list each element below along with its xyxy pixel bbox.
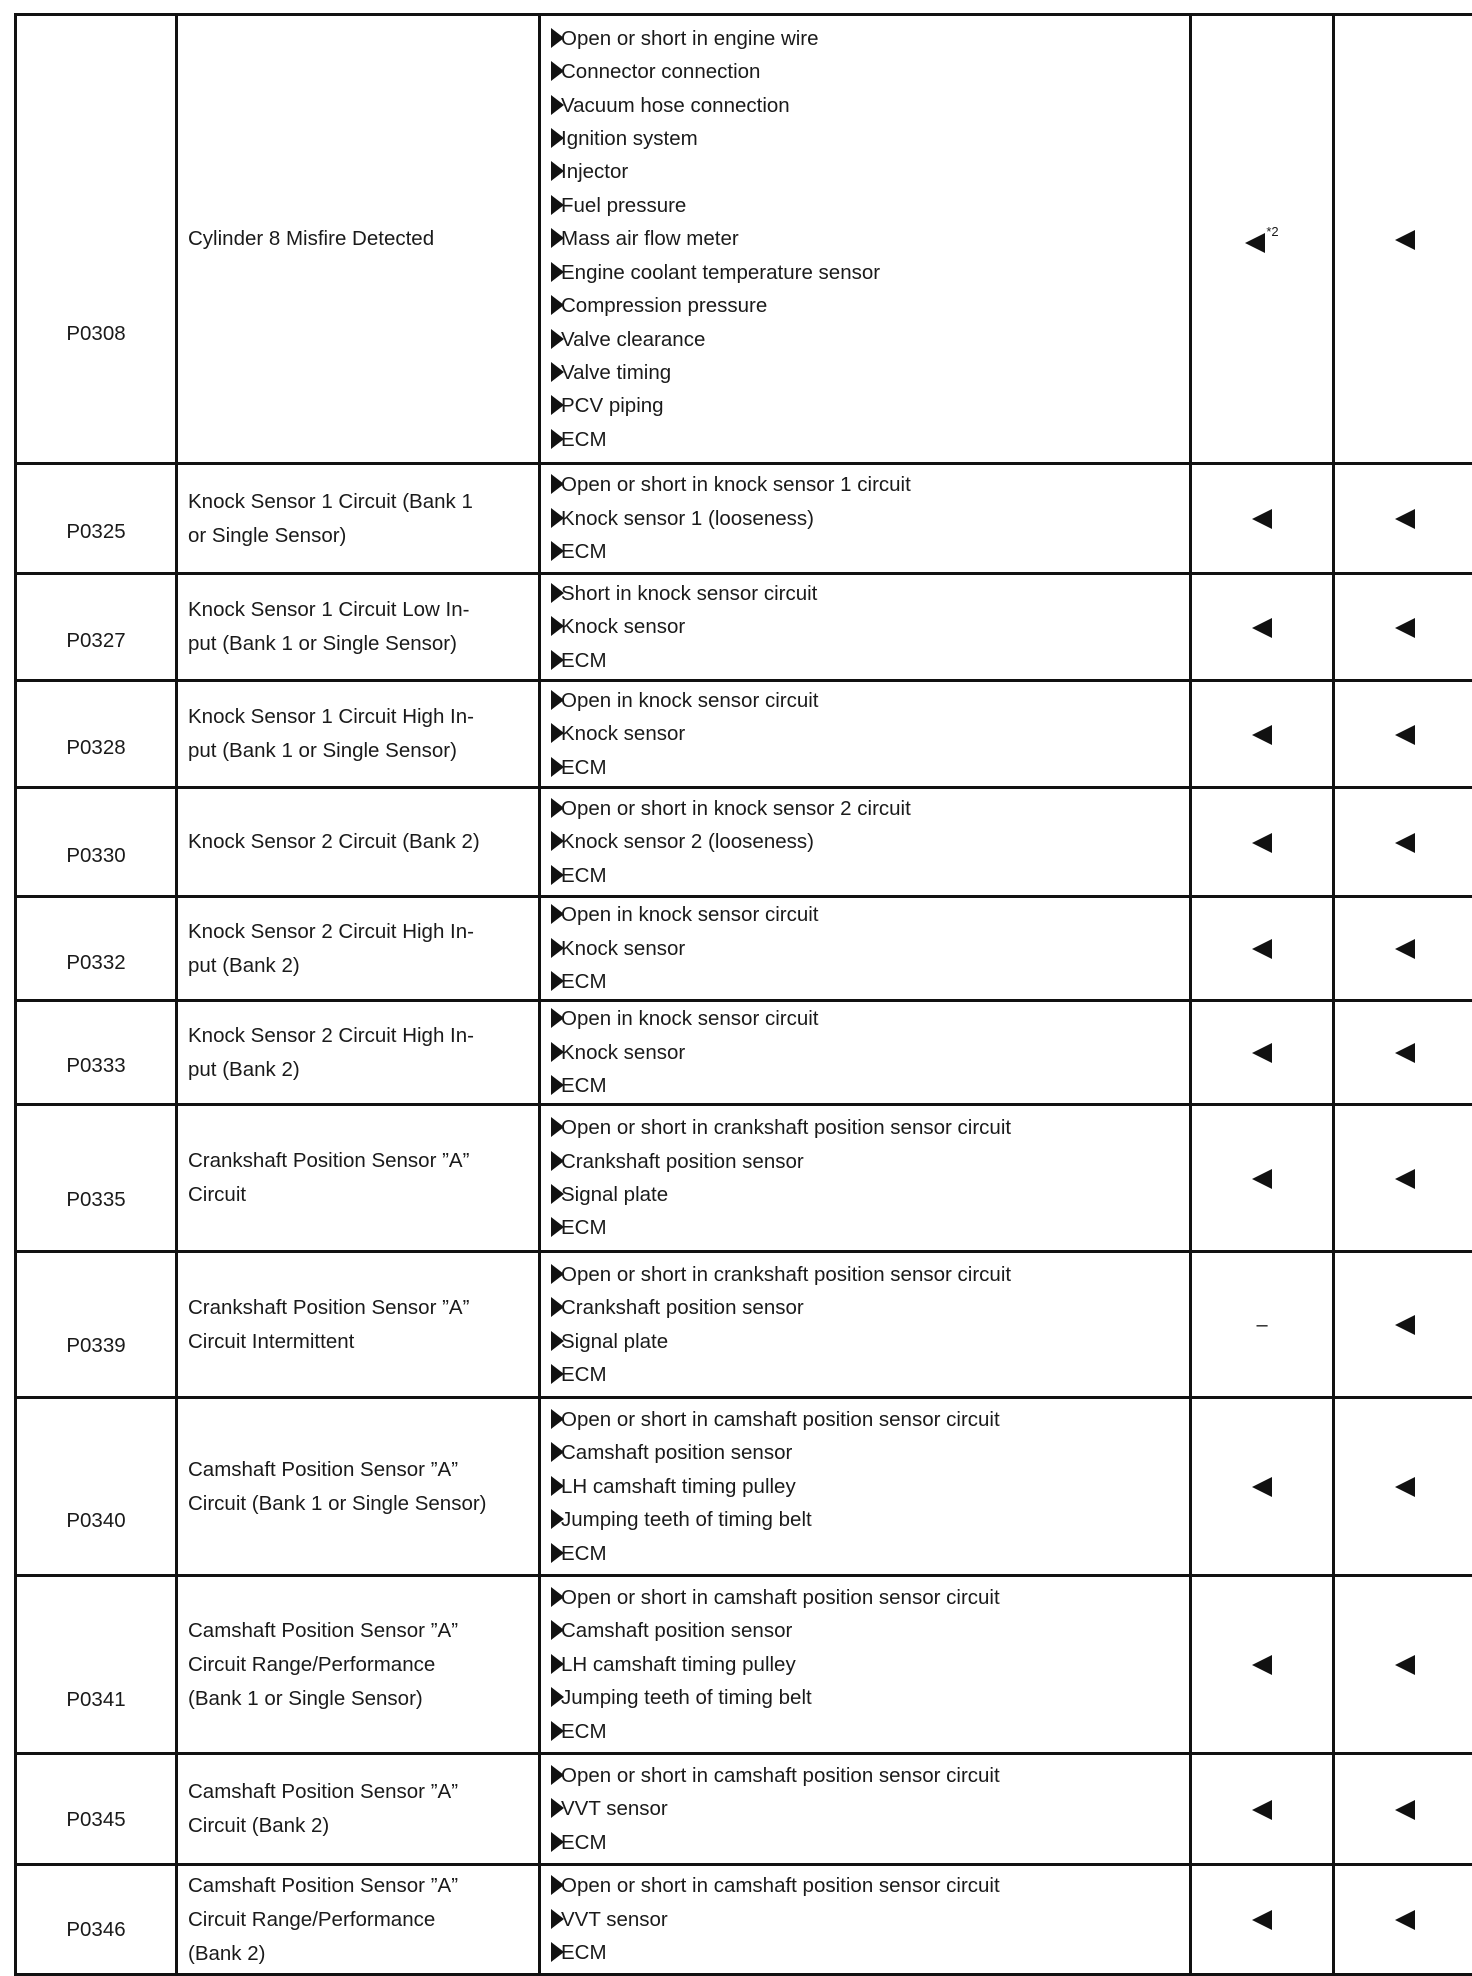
trouble-area-text: LH camshaft timing pulley (561, 1653, 796, 1676)
trouble-area-cell (540, 788, 1191, 897)
mil-dash: – (1256, 1314, 1267, 1336)
trouble-area-item (551, 644, 1189, 677)
trouble-area-text: ECM (561, 1941, 607, 1964)
trouble-area-text: Signal plate (561, 1183, 668, 1206)
trouble-area-item (551, 535, 1189, 568)
detection-item-line: put (Bank 2) (188, 949, 532, 983)
trouble-area-item (551, 717, 1189, 750)
trouble-area-item (551, 1648, 1189, 1681)
detection-item-cell (177, 464, 540, 574)
memory-arrow-icon (1395, 230, 1415, 250)
trouble-area-text: LH camshaft timing pulley (561, 1475, 796, 1498)
memory-cell (1334, 788, 1472, 897)
trouble-area-text: Knock sensor (561, 615, 685, 638)
trouble-area-cell (540, 1754, 1191, 1865)
trouble-area-cell (540, 1576, 1191, 1754)
trouble-area-text: Open or short in camshaft position sensor circuit (561, 1764, 1000, 1787)
table-row (16, 1398, 1472, 1576)
trouble-area-text: Open or short in knock sensor 2 circuit (561, 797, 911, 820)
trouble-area-text: Crankshaft position sensor (561, 1296, 804, 1319)
mil-on-arrow-icon (1252, 1800, 1272, 1820)
detection-item-line: put (Bank 1 or Single Sensor) (188, 627, 532, 661)
trouble-area-item (551, 1036, 1189, 1069)
dtc-table-body (16, 15, 1472, 1975)
trouble-area-text: Ignition system (561, 127, 698, 150)
trouble-area-item (551, 1614, 1189, 1647)
detection-item-line: Circuit Range/Performance (188, 1648, 532, 1682)
trouble-area-text: Knock sensor (561, 937, 685, 960)
detection-item-line: Cylinder 8 Misfire Detected (188, 222, 532, 256)
memory-cell (1334, 1576, 1472, 1754)
memory-arrow-icon (1395, 725, 1415, 745)
trouble-area-item (551, 1936, 1189, 1969)
trouble-area-item (551, 1537, 1189, 1570)
detection-item-line: Knock Sensor 2 Circuit High In- (188, 1019, 532, 1053)
trouble-area-text: Crankshaft position sensor (561, 1150, 804, 1173)
memory-cell (1334, 1398, 1472, 1576)
trouble-area-text: ECM (561, 540, 607, 563)
detection-item-line: put (Bank 2) (188, 1053, 532, 1087)
mil-on-arrow-icon (1252, 1910, 1272, 1930)
dtc-code-cell (16, 15, 177, 464)
trouble-area-item (551, 1291, 1189, 1324)
detection-item-cell (177, 1398, 540, 1576)
trouble-area-cell (540, 1865, 1191, 1975)
trouble-area-text: ECM (561, 1216, 607, 1239)
trouble-area-text: Camshaft position sensor (561, 1619, 792, 1642)
dtc-code: P0328 (17, 708, 175, 760)
trouble-area-item (551, 502, 1189, 535)
trouble-area-item (551, 155, 1189, 188)
detection-item-line: Camshaft Position Sensor ”A” (188, 1614, 532, 1648)
detection-item-cell (177, 681, 540, 788)
mil-on-arrow-icon (1252, 1477, 1272, 1497)
trouble-area-text: ECM (561, 1720, 607, 1743)
mil-cell (1191, 1754, 1334, 1865)
dtc-code: P0341 (17, 1617, 175, 1712)
trouble-area-text: Knock sensor 1 (looseness) (561, 507, 814, 530)
trouble-area-item (551, 1715, 1189, 1748)
mil-on-arrow-icon (1245, 233, 1265, 253)
trouble-area-item (551, 1903, 1189, 1936)
mil-cell (1191, 464, 1334, 574)
detection-item-line: Circuit Range/Performance (188, 1903, 532, 1937)
trouble-area-text: Open or short in camshaft position sensor circuit (561, 1408, 1000, 1431)
detection-item-line: Crankshaft Position Sensor ”A” (188, 1144, 532, 1178)
trouble-area-item (551, 468, 1189, 501)
trouble-area-item (551, 22, 1189, 55)
trouble-area-text: Open in knock sensor circuit (561, 903, 819, 926)
trouble-area-text: Knock sensor (561, 722, 685, 745)
trouble-area-text: Open or short in camshaft position sensor circuit (561, 1586, 1000, 1609)
mil-cell (1191, 897, 1334, 1001)
trouble-area-text: ECM (561, 1074, 607, 1097)
trouble-area-item (551, 1211, 1189, 1244)
trouble-area-item (551, 323, 1189, 356)
trouble-area-text: Camshaft position sensor (561, 1441, 792, 1464)
detection-item-line: Circuit Intermittent (188, 1325, 532, 1359)
detection-item-cell (177, 1576, 540, 1754)
dtc-code: P0335 (17, 1145, 175, 1212)
trouble-area-item (551, 932, 1189, 965)
mil-on-arrow-icon (1252, 1043, 1272, 1063)
trouble-area-text: Compression pressure (561, 294, 767, 317)
trouble-area-item (551, 859, 1189, 892)
memory-cell (1334, 681, 1472, 788)
detection-item-cell (177, 1865, 540, 1975)
dtc-code-cell (16, 1754, 177, 1865)
memory-cell (1334, 1001, 1472, 1105)
mil-cell (1191, 788, 1334, 897)
trouble-area-text: Open or short in crankshaft position sensor circuit (561, 1263, 1011, 1286)
trouble-area-item (551, 1002, 1189, 1035)
detection-item-line: Circuit (Bank 1 or Single Sensor) (188, 1487, 532, 1521)
memory-cell (1334, 1252, 1472, 1398)
memory-cell (1334, 574, 1472, 681)
memory-arrow-icon (1395, 618, 1415, 638)
dtc-code: P0340 (17, 1440, 175, 1533)
detection-item-line: Crankshaft Position Sensor ”A” (188, 1291, 532, 1325)
trouble-area-item (551, 1358, 1189, 1391)
dtc-code-cell (16, 681, 177, 788)
detection-item-cell (177, 574, 540, 681)
trouble-area-item (551, 577, 1189, 610)
trouble-area-item (551, 1111, 1189, 1144)
memory-cell (1334, 15, 1472, 464)
trouble-area-text: Open or short in camshaft position sensor circuit (561, 1874, 1000, 1897)
detection-item-line: Camshaft Position Sensor ”A” (188, 1775, 532, 1809)
dtc-code: P0333 (17, 1027, 175, 1078)
mil-footnote: *2 (1266, 224, 1278, 239)
memory-arrow-icon (1395, 1655, 1415, 1675)
mil-cell (1191, 1252, 1334, 1398)
mil-cell (1191, 574, 1334, 681)
trouble-area-cell (540, 1252, 1191, 1398)
trouble-area-item (551, 1178, 1189, 1211)
dtc-code-cell (16, 1105, 177, 1252)
dtc-code-cell (16, 1252, 177, 1398)
memory-cell (1334, 1865, 1472, 1975)
trouble-area-item (551, 423, 1189, 456)
trouble-area-text: ECM (561, 864, 607, 887)
trouble-area-text: Signal plate (561, 1330, 668, 1353)
mil-on-arrow-icon (1252, 1169, 1272, 1189)
trouble-area-item (551, 1581, 1189, 1614)
trouble-area-text: ECM (561, 1363, 607, 1386)
trouble-area-item (551, 222, 1189, 255)
dtc-page (14, 13, 1460, 1976)
memory-arrow-icon (1395, 1315, 1415, 1335)
dtc-code-cell (16, 788, 177, 897)
trouble-area-item (551, 1403, 1189, 1436)
mil-on-arrow-icon (1252, 1655, 1272, 1675)
trouble-area-cell (540, 464, 1191, 574)
detection-item-cell (177, 15, 540, 464)
trouble-area-text: Knock sensor 2 (looseness) (561, 830, 814, 853)
dtc-code: P0327 (17, 601, 175, 653)
trouble-area-text: Fuel pressure (561, 194, 686, 217)
trouble-area-item (551, 55, 1189, 88)
trouble-area-cell (540, 681, 1191, 788)
trouble-area-text: Open in knock sensor circuit (561, 1007, 819, 1030)
dtc-code-cell (16, 1865, 177, 1975)
trouble-area-item (551, 792, 1189, 825)
dtc-code: P0339 (17, 1291, 175, 1358)
trouble-area-item (551, 1325, 1189, 1358)
trouble-area-text: ECM (561, 428, 607, 451)
dtc-code-cell (16, 1576, 177, 1754)
dtc-code: P0346 (17, 1898, 175, 1942)
trouble-area-item (551, 1258, 1189, 1291)
trouble-area-item (551, 1503, 1189, 1536)
table-row (16, 15, 1472, 464)
trouble-area-text: Jumping teeth of timing belt (561, 1508, 812, 1531)
detection-item-line: Knock Sensor 1 Circuit Low In- (188, 593, 532, 627)
trouble-area-item (551, 1759, 1189, 1792)
table-row (16, 681, 1472, 788)
trouble-area-text: ECM (561, 1831, 607, 1854)
trouble-area-text: Valve clearance (561, 328, 705, 351)
dtc-code-cell (16, 574, 177, 681)
trouble-area-item (551, 825, 1189, 858)
trouble-area-item (551, 89, 1189, 122)
trouble-area-text: Open or short in engine wire (561, 27, 819, 50)
trouble-area-item (551, 122, 1189, 155)
table-row (16, 1105, 1472, 1252)
mil-on-arrow-icon (1252, 725, 1272, 745)
trouble-area-text: Vacuum hose connection (561, 94, 790, 117)
trouble-area-cell (540, 1398, 1191, 1576)
dtc-code-cell (16, 897, 177, 1001)
detection-item-line: put (Bank 1 or Single Sensor) (188, 734, 532, 768)
dtc-code-cell (16, 464, 177, 574)
detection-item-cell (177, 1105, 540, 1252)
detection-item-cell (177, 788, 540, 897)
trouble-area-item (551, 289, 1189, 322)
trouble-area-text: Valve timing (561, 361, 671, 384)
memory-arrow-icon (1395, 1910, 1415, 1930)
trouble-area-text: Engine coolant temperature sensor (561, 261, 880, 284)
trouble-area-item (551, 189, 1189, 222)
trouble-area-text: Jumping teeth of timing belt (561, 1686, 812, 1709)
memory-arrow-icon (1395, 1477, 1415, 1497)
trouble-area-item (551, 1681, 1189, 1714)
memory-arrow-icon (1395, 509, 1415, 529)
trouble-area-text: PCV piping (561, 394, 664, 417)
detection-item-line: Knock Sensor 2 Circuit High In- (188, 915, 532, 949)
trouble-area-item (551, 1792, 1189, 1825)
memory-cell (1334, 1105, 1472, 1252)
dtc-code: P0345 (17, 1787, 175, 1832)
mil-cell (1191, 1398, 1334, 1576)
trouble-area-text: VVT sensor (561, 1797, 668, 1820)
table-row (16, 788, 1472, 897)
trouble-area-text: Open or short in knock sensor 1 circuit (561, 473, 911, 496)
trouble-area-item (551, 610, 1189, 643)
trouble-area-cell (540, 1001, 1191, 1105)
memory-arrow-icon (1395, 833, 1415, 853)
trouble-area-text: VVT sensor (561, 1908, 668, 1931)
memory-cell (1334, 1754, 1472, 1865)
trouble-area-item (551, 256, 1189, 289)
table-row (16, 1001, 1472, 1105)
detection-item-line: Camshaft Position Sensor ”A” (188, 1453, 532, 1487)
table-row (16, 1252, 1472, 1398)
memory-arrow-icon (1395, 1169, 1415, 1189)
trouble-area-item (551, 1826, 1189, 1859)
trouble-area-item (551, 684, 1189, 717)
trouble-area-item (551, 1069, 1189, 1102)
mil-on-arrow-icon (1252, 618, 1272, 638)
table-row (16, 1576, 1472, 1754)
mil-on-arrow-icon (1252, 509, 1272, 529)
dtc-code-cell (16, 1398, 177, 1576)
mil-on-arrow-icon (1252, 939, 1272, 959)
detection-item-line: or Single Sensor) (188, 519, 532, 553)
trouble-area-cell (540, 1105, 1191, 1252)
trouble-area-item (551, 1470, 1189, 1503)
detection-item-line: Knock Sensor 1 Circuit (Bank 1 (188, 485, 532, 519)
mil-cell (1191, 1576, 1334, 1754)
table-row (16, 464, 1472, 574)
trouble-area-text: Knock sensor (561, 1041, 685, 1064)
memory-cell (1334, 464, 1472, 574)
trouble-area-cell (540, 574, 1191, 681)
memory-arrow-icon (1395, 1043, 1415, 1063)
detection-item-cell (177, 1001, 540, 1105)
mil-cell (1191, 15, 1334, 464)
trouble-area-text: Connector connection (561, 60, 760, 83)
detection-item-cell (177, 1252, 540, 1398)
mil-cell (1191, 1001, 1334, 1105)
table-row (16, 897, 1472, 1001)
trouble-area-item (551, 356, 1189, 389)
trouble-area-text: Open in knock sensor circuit (561, 689, 819, 712)
mil-cell (1191, 1105, 1334, 1252)
detection-item-line: Knock Sensor 2 Circuit (Bank 2) (188, 825, 532, 859)
mil-cell (1191, 1865, 1334, 1975)
dtc-table (14, 13, 1472, 1976)
table-row (16, 574, 1472, 681)
table-row (16, 1865, 1472, 1975)
memory-arrow-icon (1395, 1800, 1415, 1820)
trouble-area-text: ECM (561, 970, 607, 993)
dtc-code: P0325 (17, 493, 175, 544)
detection-item-line: (Bank 1 or Single Sensor) (188, 1682, 532, 1716)
mil-on-arrow-icon (1252, 833, 1272, 853)
detection-item-line: (Bank 2) (188, 1937, 532, 1971)
trouble-area-item (551, 965, 1189, 998)
dtc-code: P0330 (17, 817, 175, 868)
trouble-area-text: Short in knock sensor circuit (561, 582, 817, 605)
detection-item-cell (177, 1754, 540, 1865)
trouble-area-item (551, 1869, 1189, 1902)
detection-item-line: Circuit (188, 1178, 532, 1212)
trouble-area-item (551, 389, 1189, 422)
memory-arrow-icon (1395, 939, 1415, 959)
detection-item-cell (177, 897, 540, 1001)
trouble-area-cell (540, 897, 1191, 1001)
trouble-area-item (551, 898, 1189, 931)
trouble-area-text: Mass air flow meter (561, 227, 739, 250)
trouble-area-item (551, 1436, 1189, 1469)
detection-item-line: Circuit (Bank 2) (188, 1809, 532, 1843)
trouble-area-item (551, 1145, 1189, 1178)
detection-item-line: Knock Sensor 1 Circuit High In- (188, 700, 532, 734)
dtc-code: P0332 (17, 923, 175, 975)
memory-cell (1334, 897, 1472, 1001)
dtc-code: P0308 (17, 132, 175, 346)
trouble-area-cell (540, 15, 1191, 464)
trouble-area-item (551, 751, 1189, 784)
trouble-area-text: Open or short in crankshaft position sensor circuit (561, 1116, 1011, 1139)
trouble-area-text: ECM (561, 756, 607, 779)
table-row (16, 1754, 1472, 1865)
detection-item-line: Camshaft Position Sensor ”A” (188, 1869, 532, 1903)
mil-cell (1191, 681, 1334, 788)
dtc-code-cell (16, 1001, 177, 1105)
trouble-area-text: ECM (561, 649, 607, 672)
trouble-area-text: ECM (561, 1542, 607, 1565)
trouble-area-text: Injector (561, 160, 628, 183)
